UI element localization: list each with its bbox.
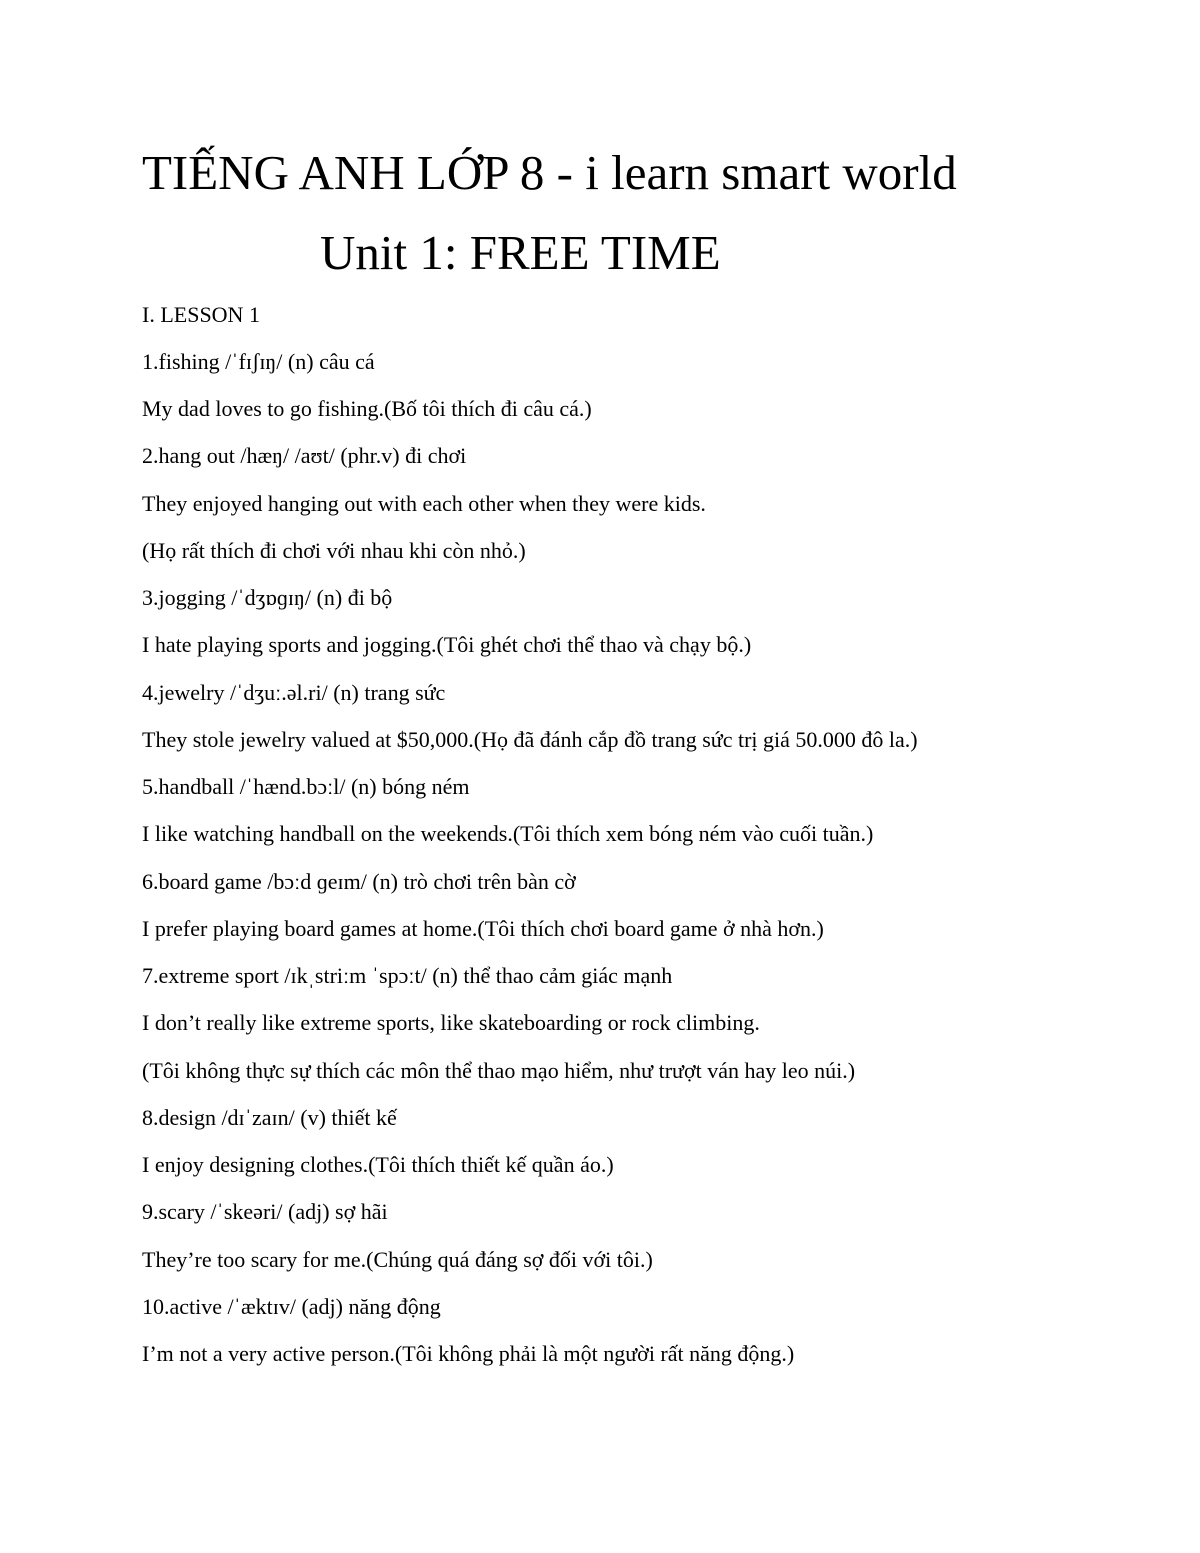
vocab-entry-5: 5.handball /ˈhænd.bɔːl/ (n) bóng ném	[142, 774, 470, 799]
example-sentence-5: I like watching handball on the weekends.(Tôi thích xem bóng ném vào cuối tuần.)	[142, 821, 874, 846]
example-sentence-10: I’m not a very active person.(Tôi không phải là một người rất năng động.)	[142, 1341, 795, 1366]
example-sentence-8: I enjoy designing clothes.(Tôi thích thiết kế quần áo.)	[142, 1152, 614, 1177]
example-sentence-6: I prefer playing board games at home.(Tôi thích chơi board game ở nhà hơn.)	[142, 916, 824, 941]
vocab-entry-7: 7.extreme sport /ɪkˌstriːm ˈspɔːt/ (n) thể thao cảm giác mạnh	[142, 963, 673, 988]
section-heading: I. LESSON 1	[142, 302, 260, 327]
example-sentence-4: They stole jewelry valued at $50,000.(Họ đã đánh cắp đồ trang sức trị giá 50.000 đô la.)	[142, 727, 918, 752]
example-sentence-9: They’re too scary for me.(Chúng quá đáng sợ đối với tôi.)	[142, 1247, 653, 1272]
vocab-entry-9: 9.scary /ˈskeəri/ (adj) sợ hãi	[142, 1199, 388, 1224]
vocab-entry-1: 1.fishing /ˈfɪʃɪŋ/ (n) câu cá	[142, 349, 375, 374]
vocab-entry-10: 10.active /ˈæktɪv/ (adj) năng động	[142, 1294, 441, 1319]
vocab-entry-4: 4.jewelry /ˈdʒuː.əl.ri/ (n) trang sức	[142, 680, 446, 705]
vocab-entry-3: 3.jogging /ˈdʒɒɡɪŋ/ (n) đi bộ	[142, 585, 393, 610]
document-title: TIẾNG ANH LỚP 8 - i learn smart world	[142, 145, 957, 200]
unit-title: Unit 1: FREE TIME	[320, 225, 721, 280]
example-sentence-1: My dad loves to go fishing.(Bố tôi thích đi câu cá.)	[142, 396, 592, 421]
example-translation-2: (Họ rất thích đi chơi với nhau khi còn nhỏ.)	[142, 538, 526, 563]
vocab-entry-2: 2.hang out /hæŋ/ /aʊt/ (phr.v) đi chơi	[142, 443, 467, 468]
example-sentence-7: I don’t really like extreme sports, like skateboarding or rock climbing.	[142, 1010, 760, 1035]
example-sentence-3: I hate playing sports and jogging.(Tôi ghét chơi thể thao và chạy bộ.)	[142, 632, 752, 657]
vocab-entry-6: 6.board game /bɔːd ɡeɪm/ (n) trò chơi trên bàn cờ	[142, 869, 576, 894]
example-translation-7: (Tôi không thực sự thích các môn thể thao mạo hiểm, như trượt ván hay leo núi.)	[142, 1058, 856, 1083]
example-sentence-2: They enjoyed hanging out with each other when they were kids.	[142, 491, 706, 516]
vocab-entry-8: 8.design /dɪˈzaɪn/ (v) thiết kế	[142, 1105, 397, 1130]
